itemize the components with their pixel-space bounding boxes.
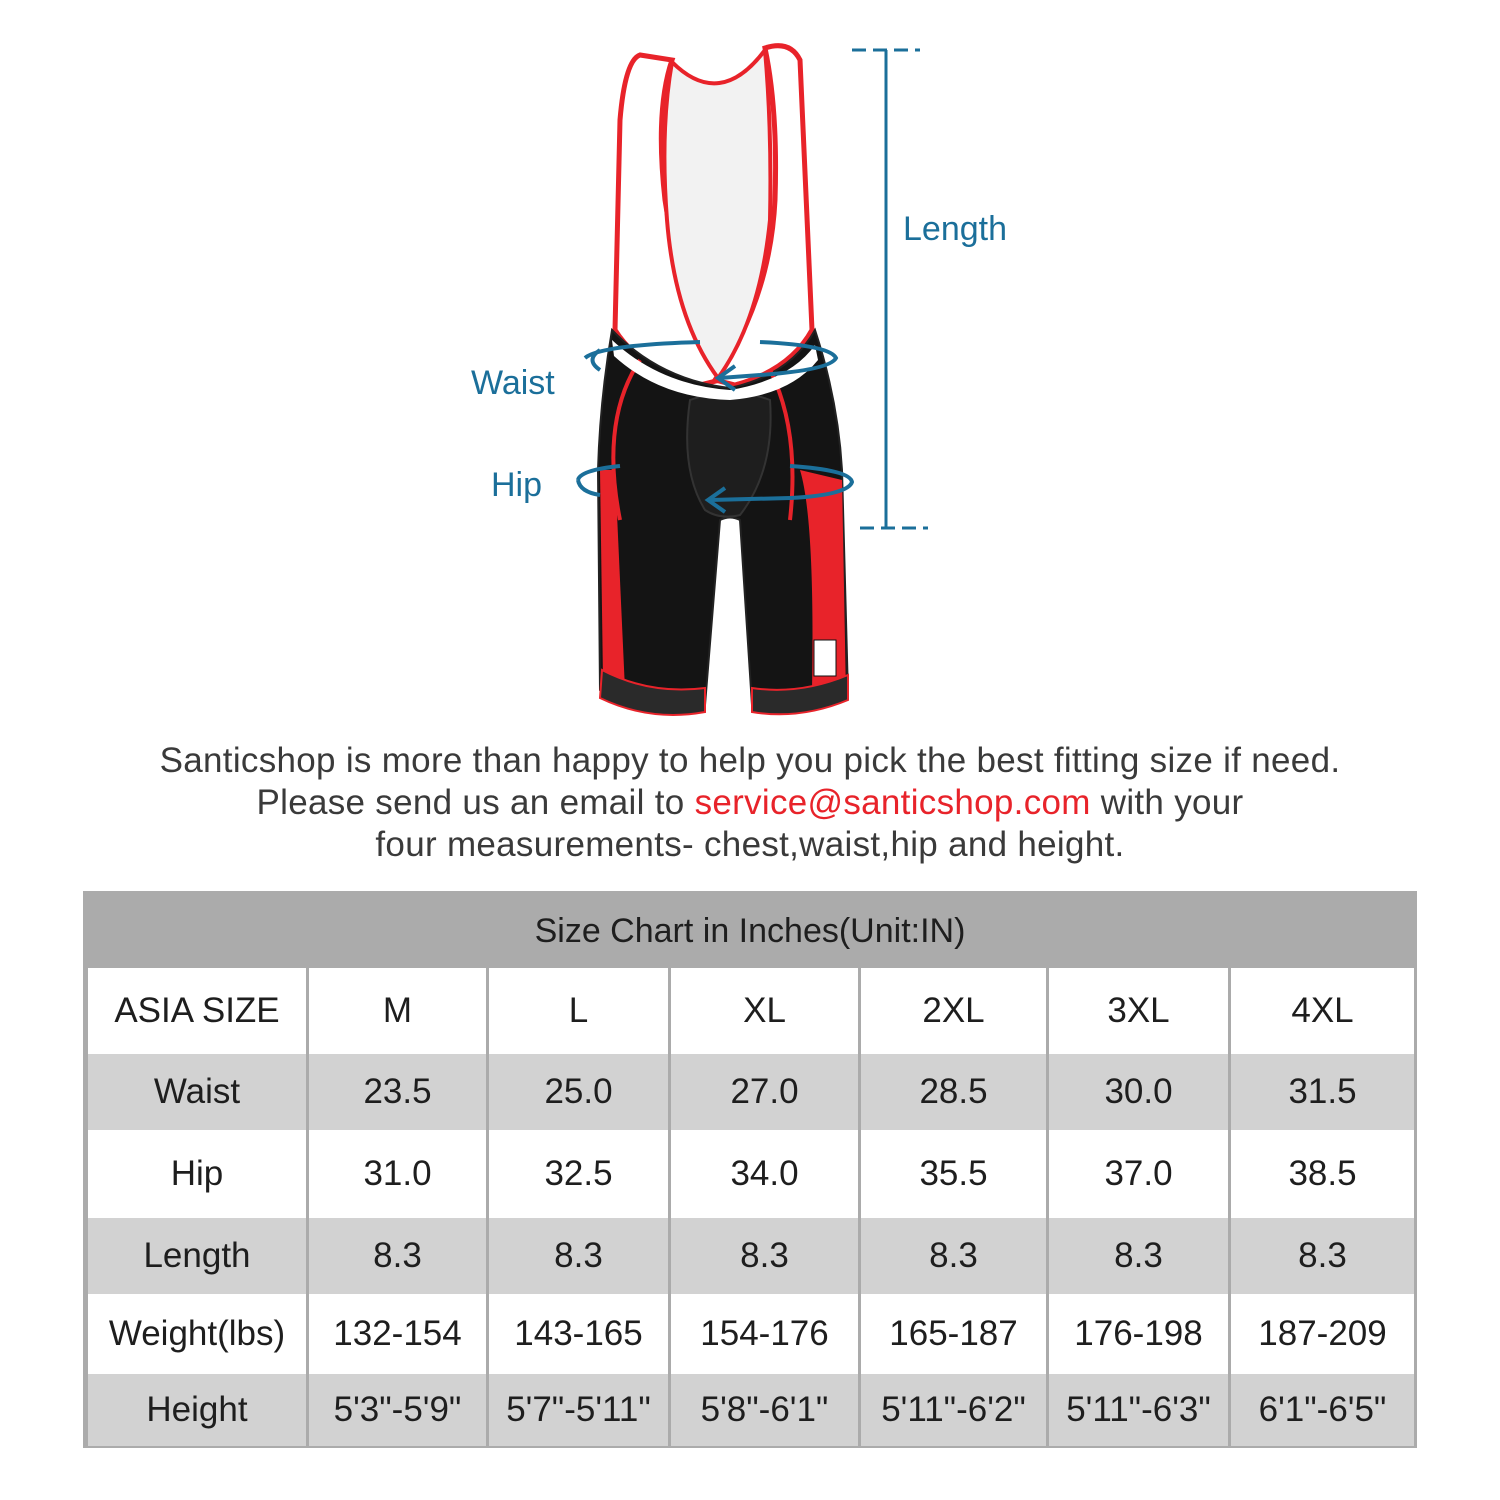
table-cell: 6'1"-6'5" <box>1231 1374 1414 1446</box>
table-row <box>88 1130 1414 1218</box>
table-cell: 32.5 <box>489 1130 668 1218</box>
bib-shorts-illustration <box>0 0 1500 730</box>
size-column-header: M <box>309 968 486 1054</box>
table-cell: 25.0 <box>489 1054 668 1130</box>
row-label: Height <box>88 1374 306 1446</box>
table-cell: 8.3 <box>1231 1218 1414 1294</box>
table-cell: 154-176 <box>671 1294 858 1374</box>
table-cell: 28.5 <box>861 1054 1046 1130</box>
table-cell: 176-198 <box>1049 1294 1228 1374</box>
table-cell: 8.3 <box>489 1218 668 1294</box>
table-cell: 34.0 <box>671 1130 858 1218</box>
help-line-3: four measurements- chest,waist,hip and height. <box>375 825 1125 864</box>
size-column-header: 3XL <box>1049 968 1228 1054</box>
table-cell: 23.5 <box>309 1054 486 1130</box>
table-cell: 165-187 <box>861 1294 1046 1374</box>
table-cell: 5'11"-6'2" <box>861 1374 1046 1446</box>
help-line-2-suffix: with your <box>1090 783 1244 822</box>
table-row <box>88 1218 1414 1294</box>
help-line-2 <box>0 782 1500 824</box>
row-label: Weight(lbs) <box>88 1294 306 1374</box>
size-column-header: XL <box>671 968 858 1054</box>
size-column-header: 4XL <box>1231 968 1414 1054</box>
table-header-row <box>88 968 1414 1054</box>
table-cell: 5'8"-6'1" <box>671 1374 858 1446</box>
table-cell: 27.0 <box>671 1054 858 1130</box>
size-chart-title: Size Chart in Inches(Unit:IN) <box>534 912 966 950</box>
table-cell: 8.3 <box>309 1218 486 1294</box>
table-cell: 38.5 <box>1231 1130 1414 1218</box>
table-cell: 37.0 <box>1049 1130 1228 1218</box>
table-cell: 5'3"-5'9" <box>309 1374 486 1446</box>
table-cell: 187-209 <box>1231 1294 1414 1374</box>
table-cell: 8.3 <box>861 1218 1046 1294</box>
table-cell: 30.0 <box>1049 1054 1228 1130</box>
table-cell: 143-165 <box>489 1294 668 1374</box>
length-label: Length <box>903 210 1007 248</box>
row-label: Hip <box>88 1130 306 1218</box>
help-line-1: Santicshop is more than happy to help you pick the best fitting size if need. <box>159 741 1341 780</box>
hip-label: Hip <box>491 466 543 504</box>
size-column-header: L <box>489 968 668 1054</box>
length-measure-guide <box>852 50 928 528</box>
table-cell: 31.5 <box>1231 1054 1414 1130</box>
product-figure <box>0 0 1500 730</box>
table-cell: 132-154 <box>309 1294 486 1374</box>
table-cell: 8.3 <box>671 1218 858 1294</box>
table-row <box>88 1374 1414 1446</box>
table-cell: 5'11"-6'3" <box>1049 1374 1228 1446</box>
size-chart <box>83 891 1417 1448</box>
support-email-link[interactable]: service@santicshop.com <box>694 783 1091 822</box>
table-cell: 8.3 <box>1049 1218 1228 1294</box>
row-label: Waist <box>88 1054 306 1130</box>
row-label: Length <box>88 1218 306 1294</box>
table-cell: 31.0 <box>309 1130 486 1218</box>
help-message <box>0 740 1500 866</box>
help-line-2-prefix: Please send us an email to <box>256 783 695 822</box>
size-column-header: 2XL <box>861 968 1046 1054</box>
table-cell: 35.5 <box>861 1130 1046 1218</box>
row-header-label: ASIA SIZE <box>88 968 306 1054</box>
table-cell: 5'7"-5'11" <box>489 1374 668 1446</box>
size-chart-table <box>85 968 1417 1446</box>
table-row <box>88 1054 1414 1130</box>
waist-label: Waist <box>471 364 555 402</box>
table-row <box>88 1294 1414 1374</box>
brand-logo-patch <box>814 640 836 676</box>
